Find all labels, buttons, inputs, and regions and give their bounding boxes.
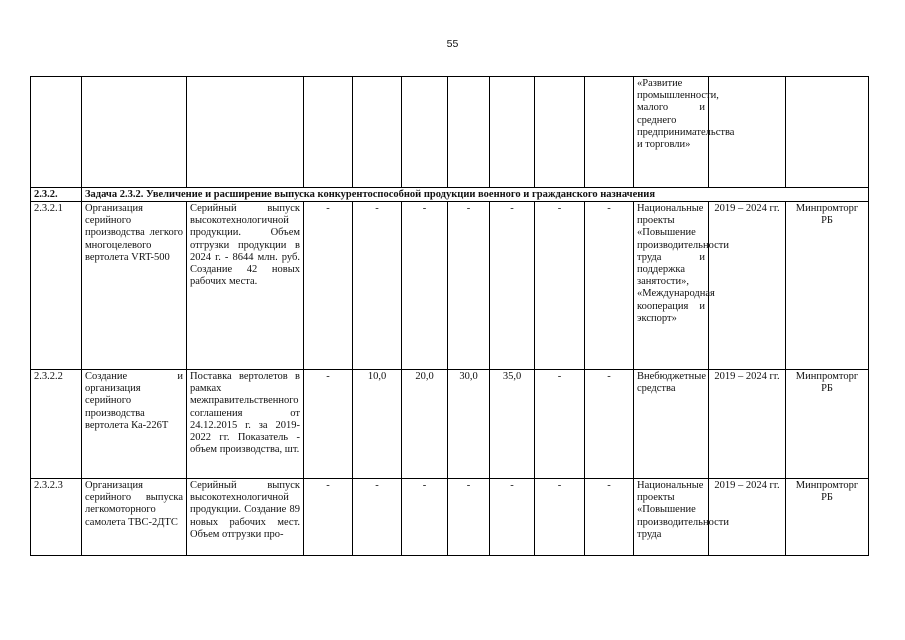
value-cell: - bbox=[448, 479, 490, 556]
value-cell: - bbox=[353, 202, 402, 370]
value-cell: 20,0 bbox=[402, 370, 448, 479]
result-cell bbox=[187, 77, 304, 188]
value-cell bbox=[448, 77, 490, 188]
value-cell bbox=[402, 77, 448, 188]
task-title: Задача 2.3.2. Увеличение и расширение выпуска конкурентоспособной продукции военного и гражданского назначения bbox=[82, 188, 869, 202]
value-cell: - bbox=[535, 202, 585, 370]
period-cell: 2019 – 2024 гг. bbox=[709, 479, 786, 556]
result-cell: Серийный выпуск высокотехнологичной продукции. Объем отгрузки продукции в 2024 г. - 8644 млн. руб. Создание 42 новых рабочих места. bbox=[187, 202, 304, 370]
value-cell: - bbox=[353, 479, 402, 556]
value-cell: - bbox=[304, 370, 353, 479]
value-cell: - bbox=[535, 370, 585, 479]
source-cell: Национальные проекты «Повышение производительности труда bbox=[634, 479, 709, 556]
value-cell: 30,0 bbox=[448, 370, 490, 479]
table-row bbox=[31, 77, 869, 188]
source-cell: «Развитие промышленности, малого и среднего предпринимательства и торговли» bbox=[634, 77, 709, 188]
executor-cell bbox=[786, 77, 869, 188]
name-cell bbox=[82, 77, 187, 188]
code-cell: 2.3.2.2 bbox=[31, 370, 82, 479]
result-cell: Поставка вертолетов в рамках межправительственного соглашения от 24.12.2015 г. за 2019-2022 гг. Показатель - объем производства, шт. bbox=[187, 370, 304, 479]
value-cell bbox=[535, 77, 585, 188]
page-number: 55 bbox=[446, 38, 459, 50]
value-cell: - bbox=[585, 370, 634, 479]
value-cell: - bbox=[402, 202, 448, 370]
task-row bbox=[31, 188, 869, 202]
value-cell bbox=[304, 77, 353, 188]
value-cell: - bbox=[535, 479, 585, 556]
measures-table bbox=[30, 76, 869, 556]
code-cell: 2.3.2.1 bbox=[31, 202, 82, 370]
code-cell bbox=[31, 77, 82, 188]
code-cell: 2.3.2.3 bbox=[31, 479, 82, 556]
value-cell: - bbox=[402, 479, 448, 556]
executor-cell: Минпромторг РБ bbox=[786, 370, 869, 479]
result-cell: Серийный выпуск высокотехнологичной продукции. Создание 89 новых рабочих мест. Объем отгрузки про- bbox=[187, 479, 304, 556]
table-row bbox=[31, 479, 869, 556]
value-cell: - bbox=[585, 479, 634, 556]
period-cell: 2019 – 2024 гг. bbox=[709, 370, 786, 479]
value-cell: 10,0 bbox=[353, 370, 402, 479]
value-cell: - bbox=[490, 479, 535, 556]
executor-cell: Минпромторг РБ bbox=[786, 479, 869, 556]
table-row bbox=[31, 370, 869, 479]
value-cell: - bbox=[448, 202, 490, 370]
task-code: 2.3.2. bbox=[31, 188, 82, 202]
value-cell bbox=[585, 77, 634, 188]
name-cell: Создание и организация серийного производства вертолета Ка-226Т bbox=[82, 370, 187, 479]
name-cell: Организация серийного выпуска легкомоторного самолета ТВС-2ДТС bbox=[82, 479, 187, 556]
value-cell: 35,0 bbox=[490, 370, 535, 479]
value-cell: - bbox=[304, 479, 353, 556]
source-cell: Внебюджетные средства bbox=[634, 370, 709, 479]
name-cell: Организация серийного производства легкого многоцелевого вертолета VRT-500 bbox=[82, 202, 187, 370]
executor-cell: Минпромторг РБ bbox=[786, 202, 869, 370]
value-cell bbox=[353, 77, 402, 188]
value-cell: - bbox=[490, 202, 535, 370]
period-cell: 2019 – 2024 гг. bbox=[709, 202, 786, 370]
value-cell: - bbox=[585, 202, 634, 370]
source-cell: Национальные проекты «Повышение производительности труда и поддержка занятости», «Международная кооперация и экспорт» bbox=[634, 202, 709, 370]
value-cell bbox=[490, 77, 535, 188]
table-row bbox=[31, 202, 869, 370]
value-cell: - bbox=[304, 202, 353, 370]
